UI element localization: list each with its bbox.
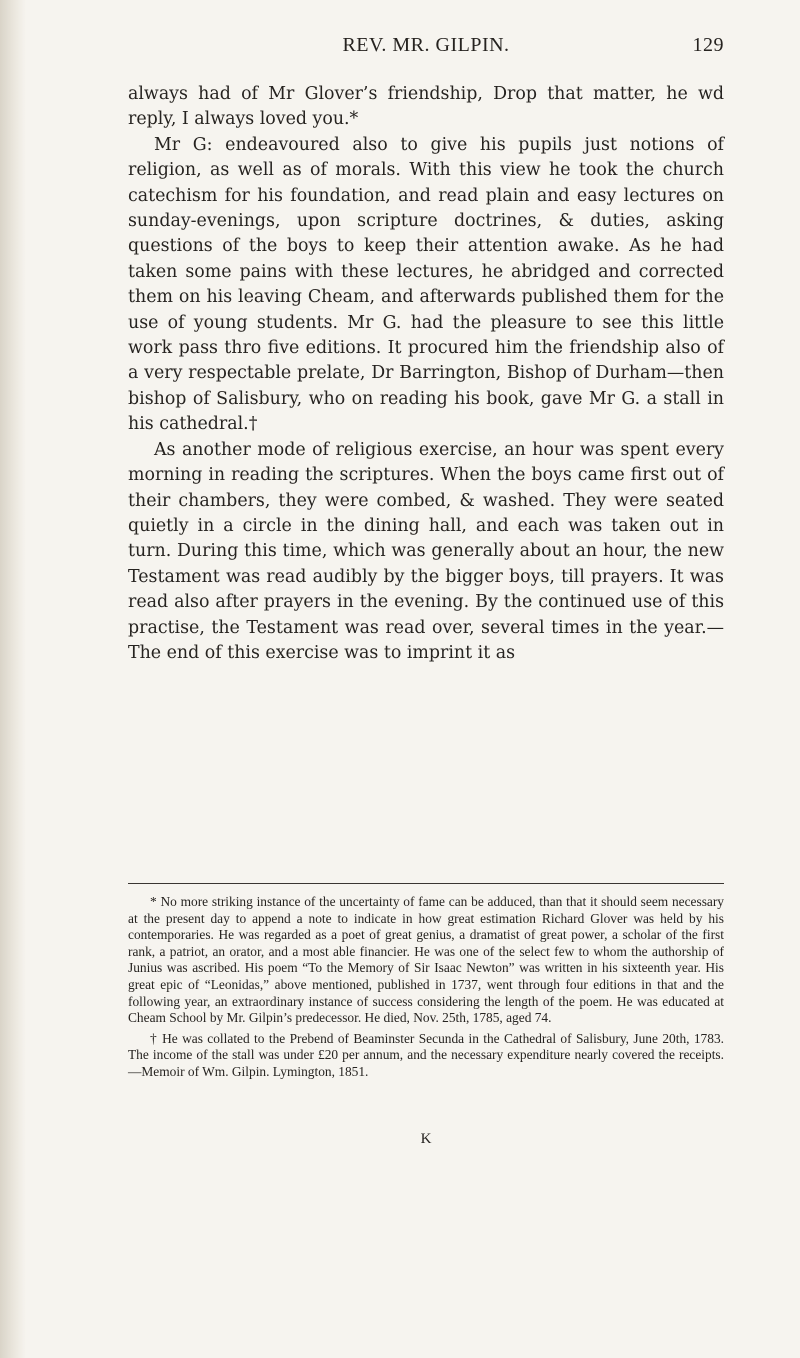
- footnote: † He was collated to the Prebend of Beaminster Secunda in the Cathedral of Salisbury, June 20th, 1783. The income of the stall was under £20 per annum, and the necessary expenditure nearly covered the receipts.—Memoir of Wm. Gilpin. Lymington, 1851.: [128, 1030, 724, 1079]
- paragraph: always had of Mr Glover’s friendship, Drop that matter, he wd reply, I always loved you.*: [128, 84, 724, 130]
- footnote: * No more striking instance of the uncertainty of fame can be adduced, than that it should seem necessary at the present day to append a note to indicate in how great estimation Richard Glover was held by his contemporaries. He was regarded as a poet of great genius, a dramatist of great power, a scholar of the first rank, a patriot, an orator, and a most able financier. He was one of the select few to whom the authorship of Junius was ascribed. His poem “To the Memory of Sir Isaac Newton” was written in his sixteenth year. His great epic of “Leonidas,” above mentioned, published in 1737, went through four editions in that and the following year, an extraordinary instance of success considering the length of the poem. He was educated at Cheam School by Mr. Gilpin’s predecessor. He died, Nov. 25th, 1785, aged 74.: [128, 894, 724, 1026]
- signature-mark: K: [420, 1131, 432, 1147]
- page-gutter-shadow: [0, 0, 26, 1358]
- footnotes: [128, 894, 724, 1081]
- page-number: 129: [692, 34, 724, 56]
- paragraph: Mr G: endeavoured also to give his pupils just notions of religion, as well as of morals. With this view he took the church catechism for his foundation, and read plain and easy lectures on sunday-evenings, upon scripture doctrines, & duties, asking questions of the boys to keep their attention awake. As he had taken some pains with these lectures, he abridged and corrected them on his leaving Cheam, and afterwards published them for the use of young students. Mr G. had the pleasure to see this little work pass thro five editions. It procured him the friendship also of a very respectable prelate, Dr Barrington, Bishop of Durham—then bishop of Salisbury, who on reading his book, gave Mr G. a stall in his cathedral.†: [128, 134, 724, 435]
- paragraph: As another mode of religious exercise, an hour was spent every morning in reading the scriptures. When the boys came first out of their chambers, they were combed, & washed. They were seated quietly in a circle in the dining hall, and each was taken out in turn. During this time, which was generally about an hour, the new Testament was read audibly by the bigger boys, till prayers. It was read also after prayers in the evening. By the continued use of this practise, the Testament was read over, several times in the year.—The end of this exercise was to imprint it as: [128, 439, 724, 663]
- running-head: [128, 34, 724, 62]
- footnote-divider: [128, 883, 724, 884]
- main-text: [128, 82, 724, 666]
- page-title: REV. MR. GILPIN.: [342, 34, 510, 56]
